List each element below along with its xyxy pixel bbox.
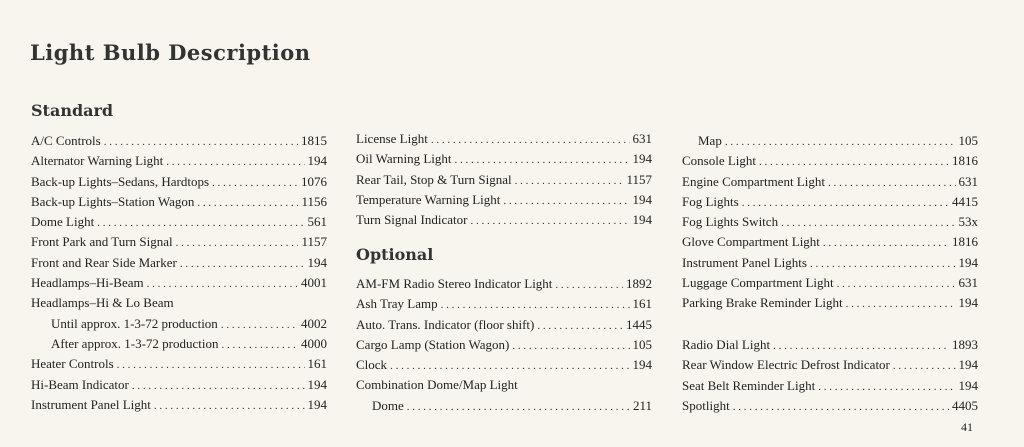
list-item: Rear Tail, Stop & Turn Signal . . . 1157	[356, 172, 652, 192]
list-item: Instrument Panel Light . . . 194	[31, 397, 327, 417]
list-item: Turn Signal Indicator . . . 194	[356, 212, 652, 232]
column-1	[31, 133, 327, 417]
column-3-continued	[682, 337, 978, 418]
list-item: Fog Lights Switch . . . 53x	[682, 214, 978, 234]
list-item: Back-up Lights–Station Wagon . . . 1156	[31, 194, 327, 214]
list-item: Ash Tray Lamp . . . 161	[356, 296, 652, 316]
list-item: License Light . . . 631	[356, 131, 652, 151]
list-item: Back-up Lights–Sedans, Hardtops . . . 1076	[31, 174, 327, 194]
list-item: Headlamps–Hi-Beam . . . 4001	[31, 275, 327, 295]
list-item: Until approx. 1-3-72 production . . . 4002	[31, 316, 327, 336]
list-item: Console Light . . . 1816	[682, 153, 978, 173]
list-item: Auto. Trans. Indicator (floor shift) . . . 1445	[356, 317, 652, 337]
list-item: Instrument Panel Lights . . . 194	[682, 255, 978, 275]
list-item: Dome . . . 211	[356, 398, 652, 418]
list-item: AM-FM Radio Stereo Indicator Light . . . 1892	[356, 276, 652, 296]
list-item: Dome Light . . . 561	[31, 214, 327, 234]
list-item: Clock . . . 194	[356, 357, 652, 377]
column-2-optional	[356, 276, 652, 418]
list-item: After approx. 1-3-72 production . . . 4000	[31, 336, 327, 356]
list-item: Engine Compartment Light . . . 631	[682, 174, 978, 194]
list-item: Seat Belt Reminder Light . . . 194	[682, 378, 978, 398]
column-2	[356, 131, 652, 232]
list-item: Front Park and Turn Signal . . . 1157	[31, 234, 327, 254]
list-item: Radio Dial Light . . . 1893	[682, 337, 978, 357]
list-item: Fog Lights . . . 4415	[682, 194, 978, 214]
list-item: Luggage Compartment Light . . . 631	[682, 275, 978, 295]
section-heading-optional: Optional	[356, 245, 434, 264]
list-item: Oil Warning Light . . . 194	[356, 151, 652, 171]
list-item: Spotlight . . . 4405	[682, 398, 978, 418]
list-item: A/C Controls . . . 1815	[31, 133, 327, 153]
list-item: Alternator Warning Light . . . 194	[31, 153, 327, 173]
section-heading-standard: Standard	[31, 101, 114, 120]
list-item: Front and Rear Side Marker . . . 194	[31, 255, 327, 275]
list-item: Temperature Warning Light . . . 194	[356, 192, 652, 212]
list-item: Headlamps–Hi & Lo Beam	[31, 295, 174, 311]
list-item: Hi-Beam Indicator . . . 194	[31, 377, 327, 397]
page-number: 41	[961, 420, 973, 434]
list-item: Map . . . 105	[682, 133, 978, 153]
list-item: Heater Controls . . . 161	[31, 356, 327, 376]
column-3	[682, 133, 978, 316]
list-item: Combination Dome/Map Light	[356, 377, 518, 393]
list-item: Cargo Lamp (Station Wagon) . . . 105	[356, 337, 652, 357]
list-item: Glove Compartment Light . . . 1816	[682, 234, 978, 254]
list-item: Parking Brake Reminder Light . . . 194	[682, 295, 978, 315]
list-item: Rear Window Electric Defrost Indicator . . . 194	[682, 357, 978, 377]
page-title: Light Bulb Description	[30, 40, 311, 65]
